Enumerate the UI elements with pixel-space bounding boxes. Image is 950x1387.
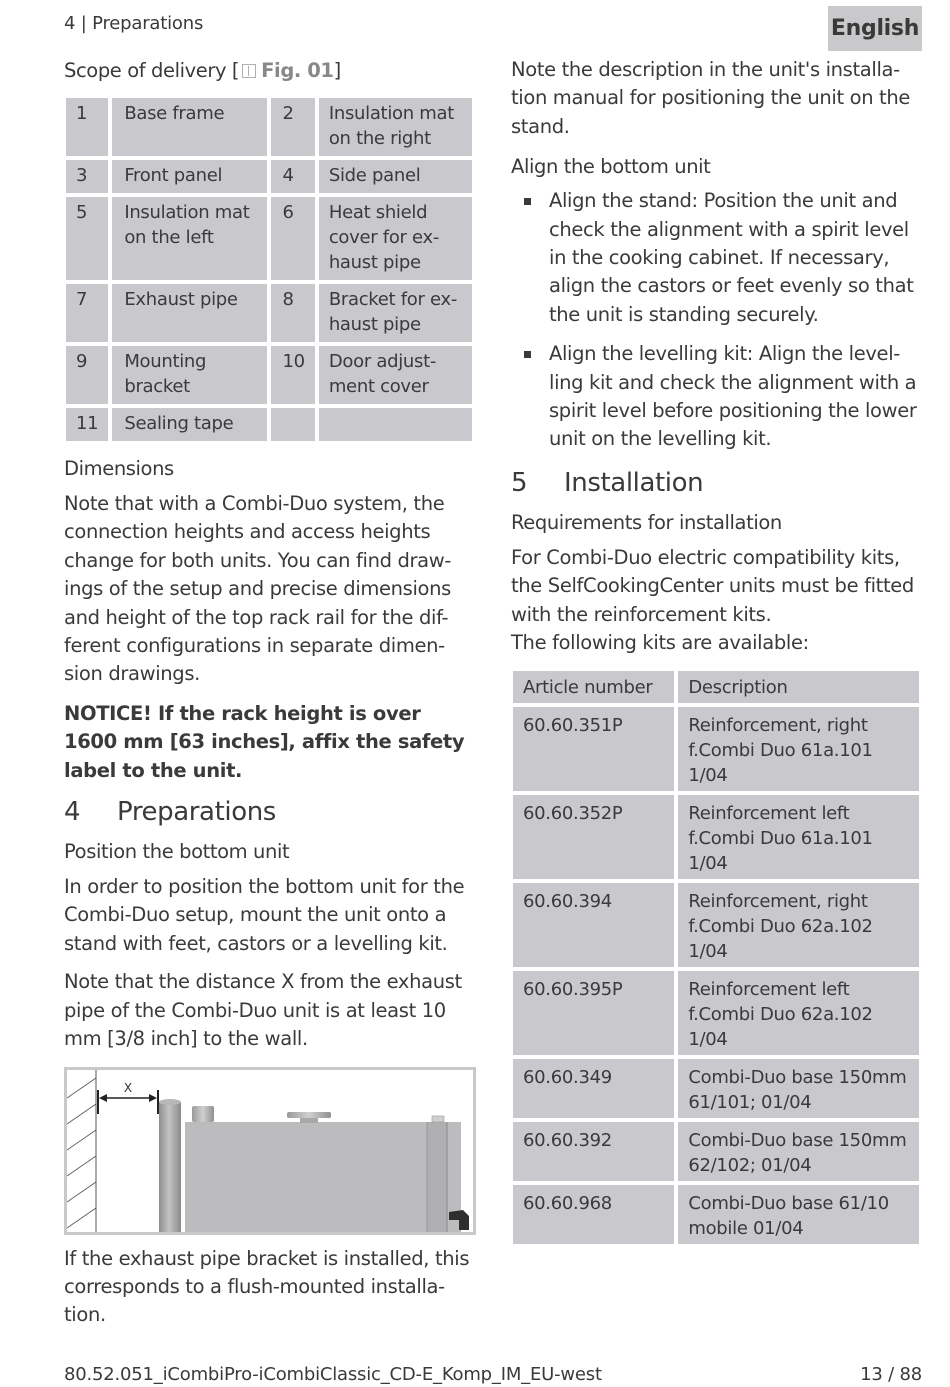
item-description: Base frame xyxy=(112,98,266,156)
item-description: Heat shield cover for ex-haust pipe xyxy=(319,197,472,280)
table-row xyxy=(66,98,472,156)
item-description: Side panel xyxy=(319,160,472,193)
position-title: Position the bottom unit xyxy=(64,840,290,864)
wall-distance-figure xyxy=(64,1067,476,1235)
section-heading-installation: 5 Installation xyxy=(511,467,704,498)
article-description: Reinforcement, right f.Combi Duo 61a.101 1/04 xyxy=(678,707,919,791)
scope-title: Scope of delivery [ Fig. 01] xyxy=(64,59,341,82)
item-description: Bracket for ex-haust pipe xyxy=(319,284,472,342)
item-description: Front panel xyxy=(112,160,266,193)
align-title: Align the bottom unit xyxy=(511,155,711,179)
exhaust-pipe-diagram xyxy=(67,1070,473,1232)
align-list xyxy=(511,187,923,454)
article-description: Reinforcement left f.Combi Duo 61a.101 1/04 xyxy=(678,795,919,879)
item-number: 7 xyxy=(66,284,108,342)
item-number: 8 xyxy=(271,284,315,342)
section-heading-preparations: 4 Preparations xyxy=(64,797,276,828)
right-column xyxy=(511,56,923,1248)
footer-page-number: 13 / 88 xyxy=(860,1364,922,1385)
column-header: Description xyxy=(678,671,919,703)
item-number: 4 xyxy=(271,160,315,193)
item-number: 6 xyxy=(271,197,315,280)
table-row xyxy=(66,408,472,441)
kits-table xyxy=(509,667,923,1248)
item-description: Door adjust-ment cover xyxy=(319,346,472,404)
dimensions-title: Dimensions xyxy=(64,457,174,480)
kits-available-text: The following kits are available: xyxy=(511,631,809,655)
item-description: Exhaust pipe xyxy=(112,284,266,342)
footer-document-id: 80.52.051_iCombiPro-iCombiClassic_CD-E_Komp_IM_EU-west xyxy=(64,1364,602,1385)
table-row xyxy=(513,1185,919,1244)
item-description: Sealing tape xyxy=(112,408,266,441)
article-description: Reinforcement left f.Combi Duo 62a.102 1/04 xyxy=(678,971,919,1055)
article-number: 60.60.351P xyxy=(513,707,674,791)
table-row xyxy=(66,346,472,404)
article-description: Reinforcement, right f.Combi Duo 62a.102 1/04 xyxy=(678,883,919,967)
article-number: 60.60.394 xyxy=(513,883,674,967)
item-number: 11 xyxy=(66,408,108,441)
article-description: Combi-Duo base 150mm 62/102; 01/04 xyxy=(678,1122,919,1181)
article-number: 60.60.968 xyxy=(513,1185,674,1244)
item-number: 5 xyxy=(66,197,108,280)
language-badge: English xyxy=(828,6,922,51)
left-column xyxy=(64,56,476,1330)
table-row xyxy=(513,971,919,1055)
svg-text:X: X xyxy=(123,1080,133,1095)
article-number: 60.60.395P xyxy=(513,971,674,1055)
column-header: Article number xyxy=(513,671,674,703)
item-number: 10 xyxy=(271,346,315,404)
stand-note: Note the description in the unit's installa-tion manual for positioning the unit on the stand. xyxy=(511,58,911,138)
article-number: 60.60.392 xyxy=(513,1122,674,1181)
item-number xyxy=(271,408,315,441)
book-reference-icon xyxy=(242,64,256,78)
table-row xyxy=(513,795,919,879)
table-row xyxy=(513,883,919,967)
item-number: 3 xyxy=(66,160,108,193)
figure-reference-link[interactable]: Fig. 01 xyxy=(261,59,334,82)
item-number: 9 xyxy=(66,346,108,404)
scope-table xyxy=(62,94,476,445)
position-body: In order to position the bottom unit for the Combi-Duo setup, mount the unit onto a stand with feet, castors or a levelling kit. xyxy=(64,875,465,955)
item-description: Insulation mat on the left xyxy=(112,197,266,280)
item-description xyxy=(319,408,472,441)
list-item: Align the stand: Position the unit and check the alignment with a spirit level in the cooking cabinet. If necessary, align the castors or feet evenly so that the unit is standing securely. xyxy=(511,187,923,329)
table-row xyxy=(513,707,919,791)
running-head: 4 | Preparations xyxy=(64,13,204,34)
bullet-square-icon xyxy=(524,351,531,358)
distance-body: Note that the distance X from the exhaust pipe of the Combi-Duo unit is at least 10 mm [3/8 inch] to the wall. xyxy=(64,970,462,1051)
table-row xyxy=(66,160,472,193)
table-header-row xyxy=(513,671,919,703)
notice-text: NOTICE! If the rack height is over 1600 mm [63 inches], affix the safety label to the unit. xyxy=(64,701,465,782)
article-description: Combi-Duo base 61/10 mobile 01/04 xyxy=(678,1185,919,1244)
table-row xyxy=(513,1122,919,1181)
after-figure-text: If the exhaust pipe bracket is installed, this corresponds to a flush-mounted installa-tion. xyxy=(64,1246,470,1327)
item-number: 2 xyxy=(271,98,315,156)
dimensions-body: Note that with a Combi-Duo system, the connection heights and access heights change for both units. You can find draw-ings of the setup and precise dimensions and height of the top rack rail for the dif-ferent configurations in separate dimen-sion drawings. xyxy=(64,492,452,686)
article-number: 60.60.352P xyxy=(513,795,674,879)
item-number: 1 xyxy=(66,98,108,156)
item-description: Mounting bracket xyxy=(112,346,266,404)
item-description: Insulation mat on the right xyxy=(319,98,472,156)
requirements-title: Requirements for installation xyxy=(511,510,782,534)
requirements-body: For Combi-Duo electric compatibility kits, the SelfCookingCenter units must be fitted with the reinforcement kits. xyxy=(511,545,914,626)
table-row xyxy=(66,284,472,342)
article-number: 60.60.349 xyxy=(513,1059,674,1118)
list-item: Align the levelling kit: Align the level-ling kit and check the alignment with a spirit level before positioning the lower unit on the levelling kit. xyxy=(511,340,923,454)
bullet-square-icon xyxy=(524,198,531,205)
table-row xyxy=(66,197,472,280)
table-row xyxy=(513,1059,919,1118)
article-description: Combi-Duo base 150mm 61/101; 01/04 xyxy=(678,1059,919,1118)
